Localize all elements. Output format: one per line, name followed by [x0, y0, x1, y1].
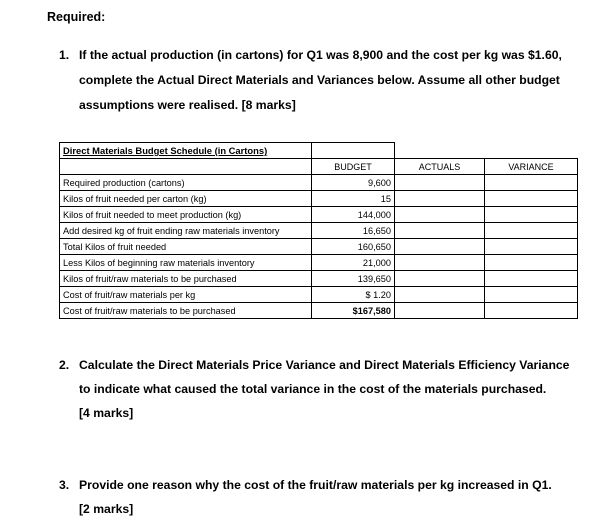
question-3-line-2: [2 marks]	[79, 502, 134, 516]
table-row	[60, 255, 578, 271]
variance-cell[interactable]	[485, 303, 578, 319]
required-heading: Required:	[47, 10, 106, 24]
variance-column-header: VARIANCE	[485, 159, 578, 175]
question-1-line-1: If the actual production (in cartons) for Q1 was 8,900 and the cost per kg was $1.60,	[79, 48, 562, 62]
question-1-number: 1.	[59, 48, 70, 62]
table-header-row	[60, 159, 578, 175]
question-2-line-2: to indicate what caused the total variance in the cost of the materials purchased.	[79, 382, 547, 396]
budget-value: 160,650	[312, 239, 395, 255]
row-label: Add desired kg of fruit ending raw materials inventory	[60, 223, 312, 239]
variance-cell[interactable]	[485, 207, 578, 223]
actuals-cell[interactable]	[395, 175, 485, 191]
variance-cell[interactable]	[485, 223, 578, 239]
budget-value: 139,650	[312, 271, 395, 287]
actuals-cell[interactable]	[395, 271, 485, 287]
row-label: Kilos of fruit needed per carton (kg)	[60, 191, 312, 207]
empty-cell	[485, 143, 578, 159]
table-row	[60, 175, 578, 191]
actuals-column-header: ACTUALS	[395, 159, 485, 175]
table-row	[60, 271, 578, 287]
variance-cell[interactable]	[485, 255, 578, 271]
budget-value: $ 1.20	[312, 287, 395, 303]
table-row	[60, 287, 578, 303]
variance-cell[interactable]	[485, 287, 578, 303]
budget-value: $167,580	[312, 303, 395, 319]
variance-cell[interactable]	[485, 175, 578, 191]
budget-value: 9,600	[312, 175, 395, 191]
actuals-cell[interactable]	[395, 287, 485, 303]
row-label: Less Kilos of beginning raw materials inventory	[60, 255, 312, 271]
row-label: Cost of fruit/raw materials to be purchased	[60, 303, 312, 319]
question-3-line-1: Provide one reason why the cost of the fruit/raw materials per kg increased in Q1.	[79, 478, 552, 492]
question-1-line-3: assumptions were realised. [8 marks]	[79, 98, 296, 112]
actuals-cell[interactable]	[395, 303, 485, 319]
question-2-line-3: [4 marks]	[79, 406, 134, 420]
variance-cell[interactable]	[485, 271, 578, 287]
table-title-row	[60, 143, 578, 159]
actuals-cell[interactable]	[395, 255, 485, 271]
question-2-line-1: Calculate the Direct Materials Price Variance and Direct Materials Efficiency Variance	[79, 358, 570, 372]
row-label: Required production (cartons)	[60, 175, 312, 191]
row-label: Total Kilos of fruit needed	[60, 239, 312, 255]
table-title: Direct Materials Budget Schedule (in Cartons)	[60, 143, 312, 159]
question-2-number: 2.	[59, 358, 70, 372]
direct-materials-budget-table	[59, 142, 578, 319]
empty-cell	[395, 143, 485, 159]
row-label: Kilos of fruit/raw materials to be purchased	[60, 271, 312, 287]
table-row	[60, 191, 578, 207]
empty-cell	[60, 159, 312, 175]
budget-column-header: BUDGET	[312, 159, 395, 175]
actuals-cell[interactable]	[395, 207, 485, 223]
row-label: Kilos of fruit needed to meet production (kg)	[60, 207, 312, 223]
empty-cell	[312, 143, 395, 159]
table-row	[60, 239, 578, 255]
budget-value: 144,000	[312, 207, 395, 223]
budget-value: 16,650	[312, 223, 395, 239]
variance-cell[interactable]	[485, 191, 578, 207]
table-row	[60, 303, 578, 319]
row-label: Cost of fruit/raw materials per kg	[60, 287, 312, 303]
actuals-cell[interactable]	[395, 191, 485, 207]
question-1-line-2: complete the Actual Direct Materials and Variances below. Assume all other budget	[79, 73, 560, 87]
budget-value: 21,000	[312, 255, 395, 271]
question-3-number: 3.	[59, 478, 70, 492]
table-row	[60, 207, 578, 223]
actuals-cell[interactable]	[395, 223, 485, 239]
variance-cell[interactable]	[485, 239, 578, 255]
budget-value: 15	[312, 191, 395, 207]
table-row	[60, 223, 578, 239]
actuals-cell[interactable]	[395, 239, 485, 255]
